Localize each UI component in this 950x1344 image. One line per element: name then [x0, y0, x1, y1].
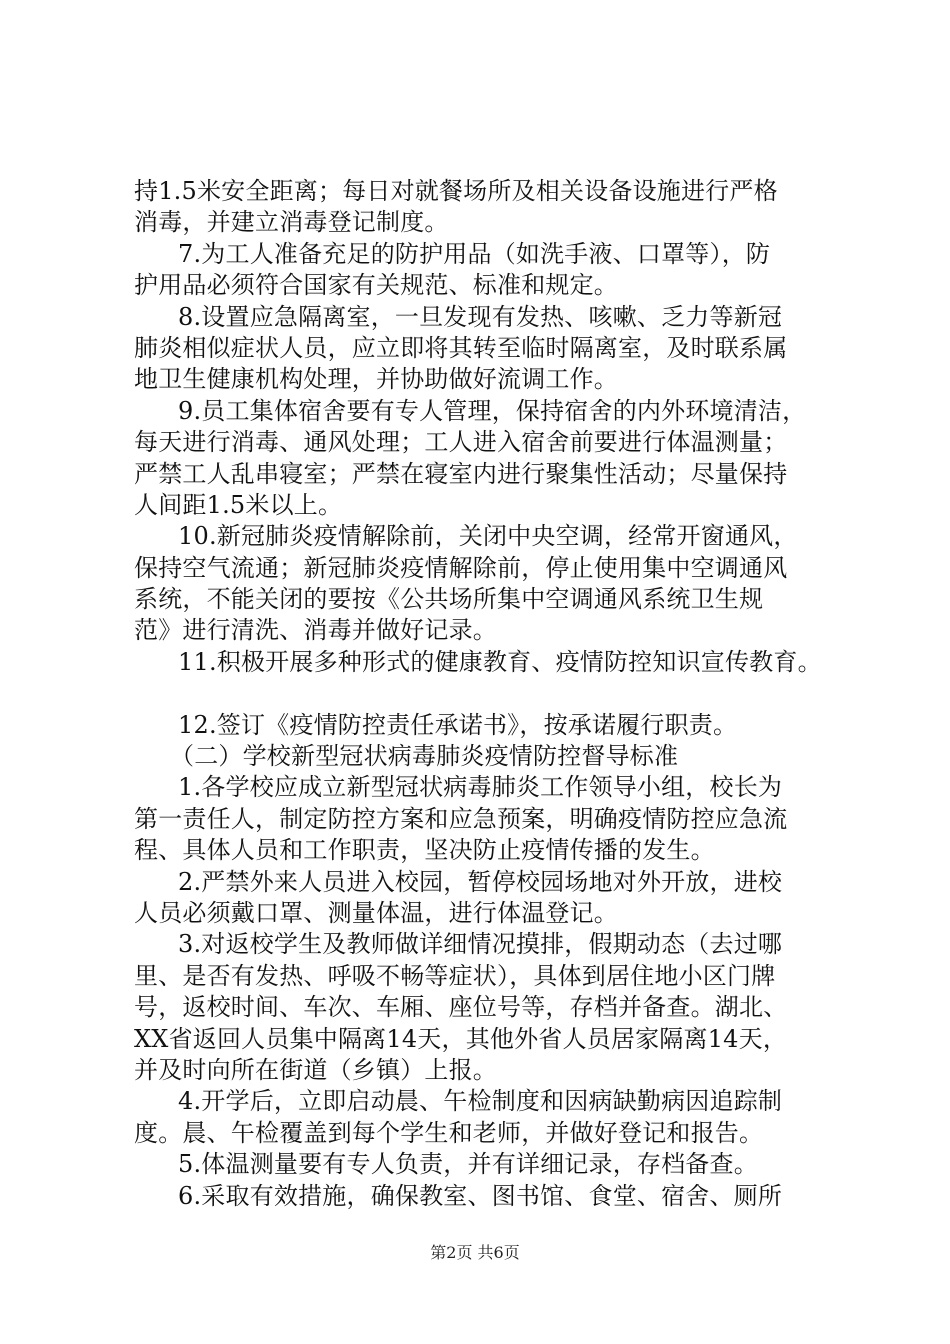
school-item-4: 4.开学后，立即启动晨、午检制度和因病缺勤病因追踪制: [178, 1087, 783, 1116]
body-line: 肺炎相似症状人员，应立即将其转至临时隔离室，及时联系属: [134, 333, 788, 362]
blank-line: [134, 678, 834, 709]
page-footer: 第2页 共6页: [430, 1243, 520, 1262]
list-item-11: 11.积极开展多种形式的健康教育、疫情防控知识宣传教育。: [178, 647, 822, 676]
school-item-6: 6.采取有效措施，确保教室、图书馆、食堂、宿舍、厕所: [178, 1181, 783, 1210]
school-item-1: 1.各学校应成立新型冠状病毒肺炎工作领导小组，校长为: [178, 773, 783, 802]
school-item-5: 5.体温测量要有专人负责，并有详细记录，存档备查。: [178, 1150, 758, 1179]
list-item-7: 7.为工人准备充足的防护用品（如洗手液、口罩等），防: [178, 239, 771, 268]
body-line: XX省返回人员集中隔离14天，其他外省人员居家隔离14天，: [134, 1024, 788, 1053]
body-line: 里、是否有发热、呼吸不畅等症状），具体到居住地小区门牌: [134, 961, 776, 990]
body-line: 严禁工人乱串寝室；严禁在寝室内进行聚集性活动；尽量保持: [134, 459, 788, 488]
body-line: 第一责任人，制定防控方案和应急预案，明确疫情防控应急流: [134, 804, 788, 833]
list-item-10: 10.新冠肺炎疫情解除前，关闭中央空调，经常开窗通风，: [178, 522, 798, 551]
body-line: 范》进行清洗、消毒并做好记录。: [134, 616, 497, 645]
body-line: 消毒，并建立消毒登记制度。: [134, 208, 449, 237]
list-item-8: 8.设置应急隔离室，一旦发现有发热、咳嗽、乏力等新冠: [178, 302, 783, 331]
body-line: 人间距1.5米以上。: [134, 490, 343, 519]
body-line: 地卫生健康机构处理，并协助做好流调工作。: [134, 365, 618, 394]
body-line: 每天进行消毒、通风处理；工人进入宿舍前要进行体温测量；: [134, 428, 788, 457]
school-item-2: 2.严禁外来人员进入校园，暂停校园场地对外开放，进校: [178, 867, 783, 896]
school-item-3: 3.对返校学生及教师做详细情况摸排，假期动态（去过哪: [178, 930, 783, 959]
body-line: 人员必须戴口罩、测量体温，进行体温登记。: [134, 898, 618, 927]
body-line: 号，返校时间、车次、车厢、座位号等，存档并备查。湖北、: [134, 993, 788, 1022]
document-body: [134, 176, 834, 1212]
list-item-9: 9.员工集体宿舍要有专人管理，保持宿舍的内外环境清洁，: [178, 396, 807, 425]
body-line: 并及时向所在街道（乡镇）上报。: [134, 1055, 497, 1084]
body-line: 系统，不能关闭的要按《公共场所集中空调通风系统卫生规: [134, 585, 764, 614]
body-line: 度。晨、午检覆盖到每个学生和老师，并做好登记和报告。: [134, 1118, 764, 1147]
body-line: 程、具体人员和工作职责，坚决防止疫情传播的发生。: [134, 836, 715, 865]
body-line: 持1.5米安全距离；每日对就餐场所及相关设备设施进行严格: [134, 177, 778, 205]
section-heading: （二）学校新型冠状病毒肺炎疫情防控督导标准: [170, 742, 679, 771]
body-line: 护用品必须符合国家有关规范、标准和规定。: [134, 271, 618, 300]
list-item-12: 12.签订《疫情防控责任承诺书》，按承诺履行职责。: [178, 710, 738, 739]
body-line: 保持空气流通；新冠肺炎疫情解除前，停止使用集中空调通风: [134, 553, 788, 582]
